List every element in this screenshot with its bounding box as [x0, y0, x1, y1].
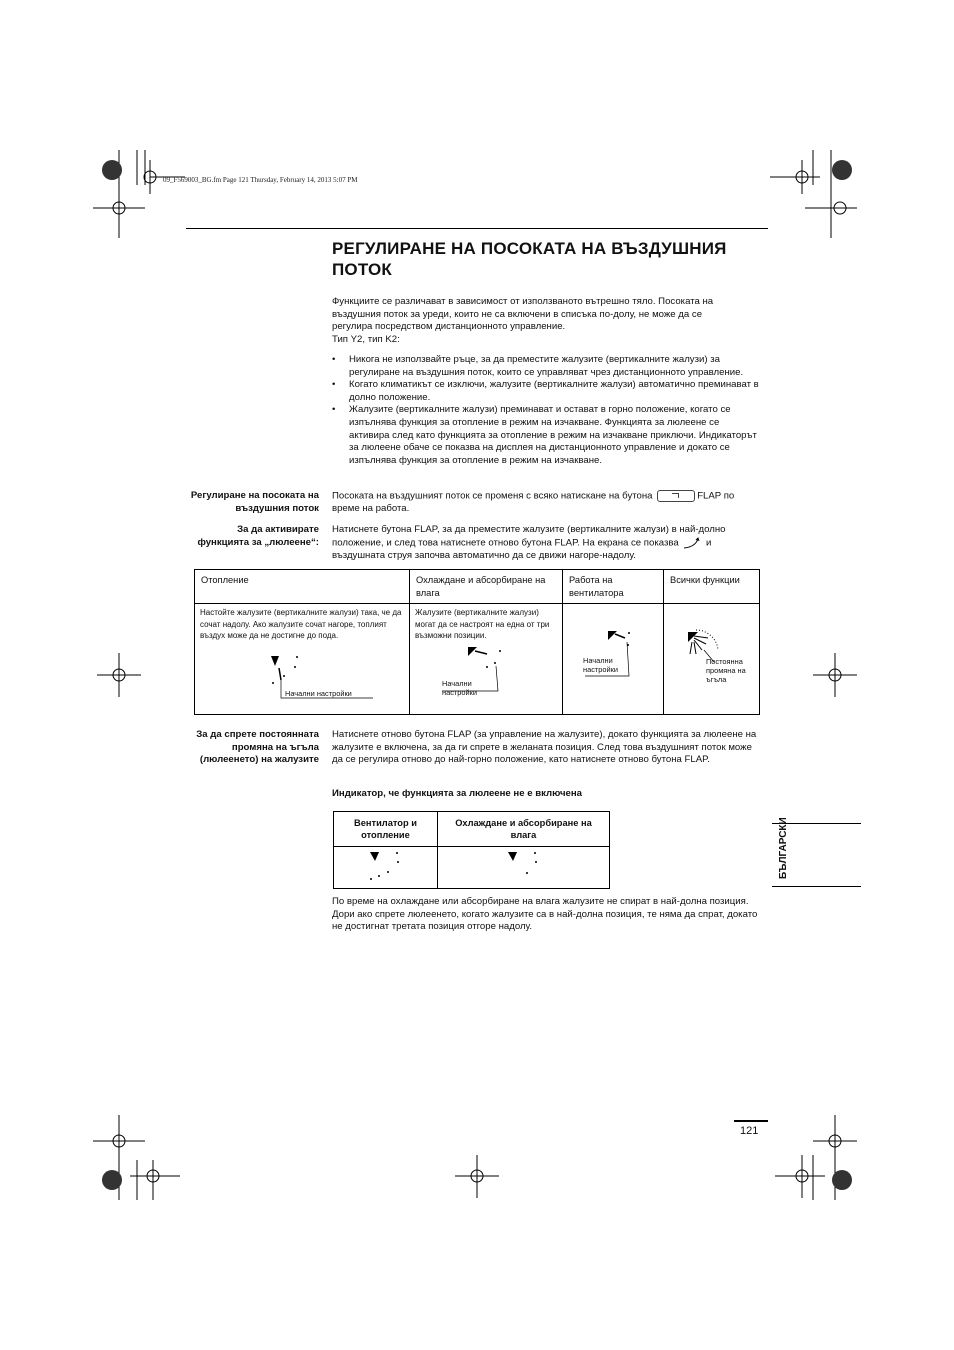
direction-text-end: по време на работа. [332, 490, 735, 515]
section-text-swing-on [332, 524, 762, 562]
warning-list [332, 354, 762, 467]
page-number: 121 [740, 1125, 759, 1137]
top-rule [186, 228, 768, 229]
header-heating: Отопление [195, 570, 410, 604]
cell-cooling-dehumid [438, 847, 610, 889]
intro-line: въздушния поток за уреди, които не са включени в списъка по-долу, не може да се [332, 308, 703, 320]
direction-text: Посоката на въздушният поток се променя с всяко натискане на бутона [332, 490, 653, 502]
header-cooling-dehumid: Охлаждане и абсорбиране на влага [438, 812, 610, 847]
flap-label: FLAP [697, 490, 722, 502]
cooling-description: Жалузите (вертикалните жалузи) могат да се настроят на една от три възможни позиции. [415, 608, 550, 640]
page-title: РЕГУЛИРАНЕ НА ПОСОКАТА НА ВЪЗДУШНИЯ ПОТОК [332, 239, 727, 279]
section-text-swing-off: Натиснете отново бутона FLAP (за управление на жалузите), докато функцията за люлеене на жалузите е включена, за да ги спрете в желаната позиция. След това въздушният поток може да се регулира отново до най-горно положение, като натиснете отново бутона FLAP. [332, 729, 757, 766]
flap-button-icon [657, 490, 695, 502]
diagram-label: Начални настройки [285, 689, 352, 698]
language-label: БЪЛГАРСКИ [778, 817, 789, 879]
header-fan: Работа на вентилатора [563, 570, 664, 604]
modes-table [194, 569, 760, 715]
cell-fan-heating [334, 847, 438, 889]
intro-line: Тип Y2, тип K2: [332, 333, 400, 345]
header-fan-heating: Вентилатор и отопление [334, 812, 438, 847]
swing-on-text: Натиснете бутона FLAP, за да преместите жалузите (вертикалните жалузи) в най-долно положение, и след това натиснете отново бутона FLAP. На екрана се показва [332, 524, 726, 549]
list-item: • Жалузите (вертикалните жалузи) преминават и остават в горно положение, когато се изпълнява функция за отопление в режим на изчакване. Функцията за люлеене се активира след като функцията за отопление в режим на изчакване приключи. Индикаторът за люлеене обаче се показва на дисплея на дистанционното управление и докато се изпълнява функция за отопление в режим на изчакване. [332, 404, 762, 467]
header-all-functions: Всички функции [664, 570, 760, 604]
heating-description: Настойте жалузите (вертикалните жалузи) така, че да сочат надолу. Ако жалузите сочат нагоре, топлият въздух може да не достигне до пода. [200, 608, 402, 640]
cell-all-functions [664, 604, 760, 715]
diagram-label: Начални настройки [442, 679, 477, 697]
page-number-rule [734, 1120, 768, 1122]
file-header: 09_F569003_BG.fm Page 121 Thursday, February 14, 2013 5:07 PM [163, 176, 358, 184]
section-text-direction [332, 490, 762, 516]
louver-down-icon [504, 849, 544, 883]
intro-line: Функциите се различават в зависимост от използваното вътрешно тяло. Посоката на [332, 296, 714, 307]
section-label-swing-on: За да активирате функцията за „люлеене“: [197, 524, 319, 548]
intro-line: регулира посредством дистанционното управление. [332, 321, 566, 333]
closing-paragraph: По време на охлаждане или абсорбиране на влага жалузите не спират в най-долна позиция. Дори ако спрете люлеенето, когато жалузите са в най-долна позиция, те няма да спрат, докато не достигнат третата позиция отгоре надолу. [332, 896, 758, 933]
cell-cooling [410, 604, 563, 715]
cell-heating [195, 604, 410, 715]
louver-down-icon [366, 849, 406, 883]
header-cooling: Охлаждане и абсорбиране на влага [410, 570, 563, 604]
section-label-direction: Регулиране на посоката на въздушния поток [190, 490, 319, 514]
swing-indicator-icon [681, 537, 703, 549]
indicator-table [333, 811, 610, 889]
indicator-heading: Индикатор, че функцията за люлеене не е включена [332, 788, 582, 799]
diagram-label: Начални настройки [583, 656, 618, 674]
list-item: • Когато климатикът се изключи, жалузите (вертикалните жалузи) автоматично преминават в долно положение. [332, 379, 762, 404]
section-label-swing-off: За да спрете постоянната промяна на ъгъла (люлеенето) на жалузите [196, 729, 319, 766]
cell-fan [563, 604, 664, 715]
diagram-label: Постоянна промяна на ъгъла [706, 657, 746, 684]
swing-on-text-end: и въздушната струя започва автоматично да се движи нагоре-надолу. [332, 537, 712, 561]
list-item: • Никога не използвайте ръце, за да преместите жалузите (вертикалните жалузи) за регулиране на въздушния поток, които се управляват чрез дистанционното управление. [332, 354, 762, 379]
intro-paragraph [332, 296, 762, 346]
